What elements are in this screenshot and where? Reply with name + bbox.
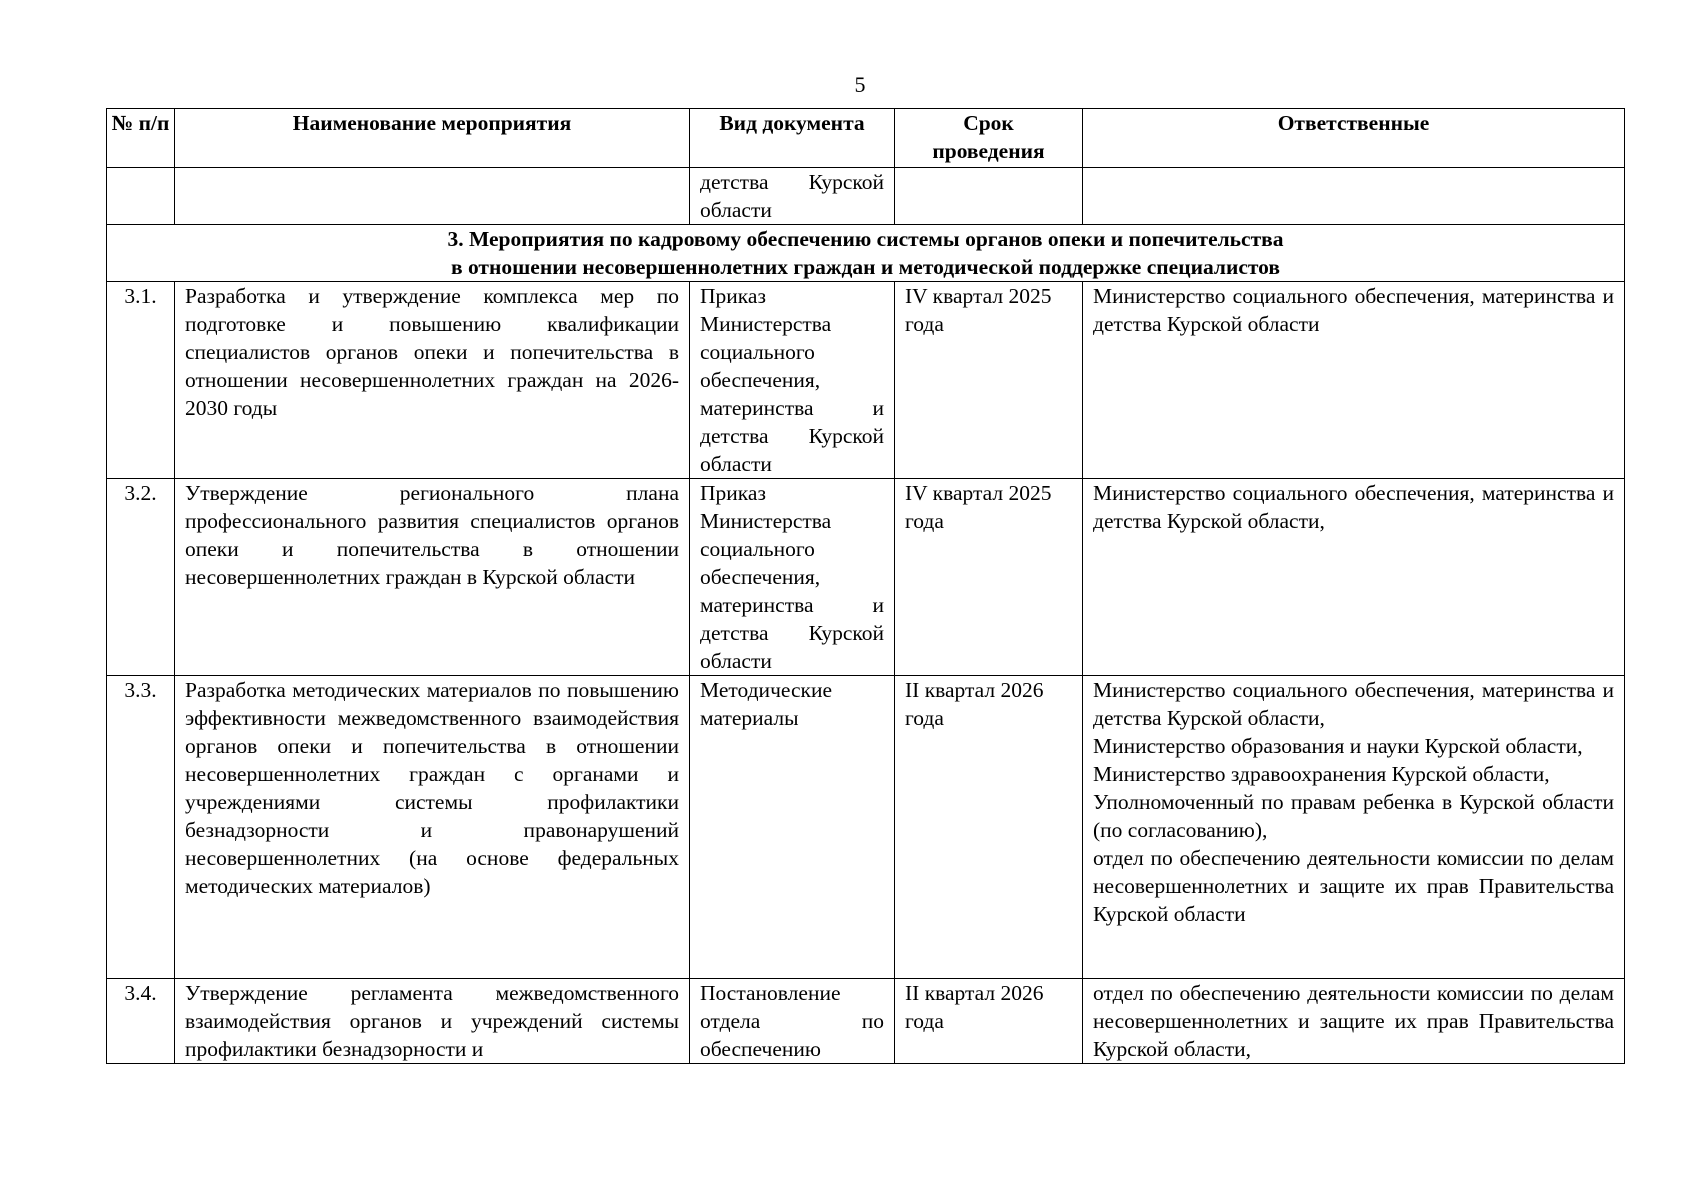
row-responsible (1083, 282, 1625, 479)
responsible-line: отдел по обеспечению деятельности комиссии по делам несовершеннолетних и защите их прав Правительства Курской области (1093, 846, 1614, 926)
section-title-line2: в отношении несовершеннолетних граждан и методической поддержке специалистов (450, 255, 1281, 279)
row-responsible (1083, 479, 1625, 676)
row-term: IV квартал 2025 года (895, 282, 1083, 479)
table-row (107, 676, 1625, 979)
row-num: 3.4. (107, 979, 175, 1064)
section-title-line1: 3. Мероприятия по кадровому обеспечению системы органов опеки и попечительства (447, 227, 1284, 251)
cont-doc-type: детства Курской области (690, 168, 895, 225)
section-row (107, 225, 1625, 282)
row-term: II квартал 2026 года (895, 676, 1083, 979)
row-name: Разработка методических материалов по повышению эффективности межведомственного взаимодействия органов опеки и попечительства в отношении несовершеннолетних граждан с органами и учреждениями системы профилактики безнадзорности и правонарушений несовершеннолетних (на основе федеральных методических материалов) (175, 676, 690, 979)
responsible-line: Министерство социального обеспечения, материнства и детства Курской области, (1093, 481, 1614, 533)
responsible-line: Уполномоченный по правам ребенка в Курской области (по согласованию), (1093, 790, 1614, 842)
responsible-line: Министерство образования и науки Курской области, (1093, 734, 1583, 758)
row-term: II квартал 2026 года (895, 979, 1083, 1064)
header-name: Наименование мероприятия (175, 109, 690, 168)
cont-term (895, 168, 1083, 225)
responsible-line: отдел по обеспечению деятельности комиссии по делам несовершеннолетних и защите их прав Правительства Курской области, (1093, 981, 1614, 1061)
responsible-line: Министерство социального обеспечения, материнства и детства Курской области, (1093, 678, 1614, 730)
row-responsible (1083, 979, 1625, 1064)
table-header-row (107, 109, 1625, 168)
header-responsible: Ответственные (1083, 109, 1625, 168)
row-term: IV квартал 2025 года (895, 479, 1083, 676)
header-num: № п/п (107, 109, 175, 168)
header-term: Срок проведения (895, 109, 1083, 168)
continuation-row (107, 168, 1625, 225)
responsible-line: Министерство социального обеспечения, материнства и детства Курской области (1093, 284, 1614, 336)
page-number: 5 (854, 72, 866, 97)
row-name: Утверждение регламента межведомственного взаимодействия органов и учреждений системы профилактики безнадзорности и (175, 979, 690, 1064)
events-plan-table (106, 108, 1625, 1064)
row-doc-type: Методические материалы (690, 676, 895, 979)
row-responsible (1083, 676, 1625, 979)
cont-num (107, 168, 175, 225)
cont-name (175, 168, 690, 225)
responsible-line: Министерство здравоохранения Курской области, (1093, 762, 1550, 786)
row-num: 3.3. (107, 676, 175, 979)
row-num: 3.2. (107, 479, 175, 676)
table-row (107, 979, 1625, 1064)
table-row (107, 282, 1625, 479)
row-num: 3.1. (107, 282, 175, 479)
row-doc-type: Приказ Министерства социального обеспечения, материнства и детства Курской области (690, 479, 895, 676)
row-name: Утверждение регионального плана профессионального развития специалистов органов опеки и попечительства в отношении несовершеннолетних граждан в Курской области (175, 479, 690, 676)
row-name: Разработка и утверждение комплекса мер по подготовке и повышению квалификации специалистов органов опеки и попечительства в отношении несовершеннолетних граждан на 2026-2030 годы (175, 282, 690, 479)
header-doc-type: Вид документа (690, 109, 895, 168)
section-title (107, 225, 1625, 282)
row-doc-type: Приказ Министерства социального обеспечения, материнства и детства Курской области (690, 282, 895, 479)
cont-responsible (1083, 168, 1625, 225)
row-doc-type: Постановление отдела по обеспечению (690, 979, 895, 1064)
table-row (107, 479, 1625, 676)
